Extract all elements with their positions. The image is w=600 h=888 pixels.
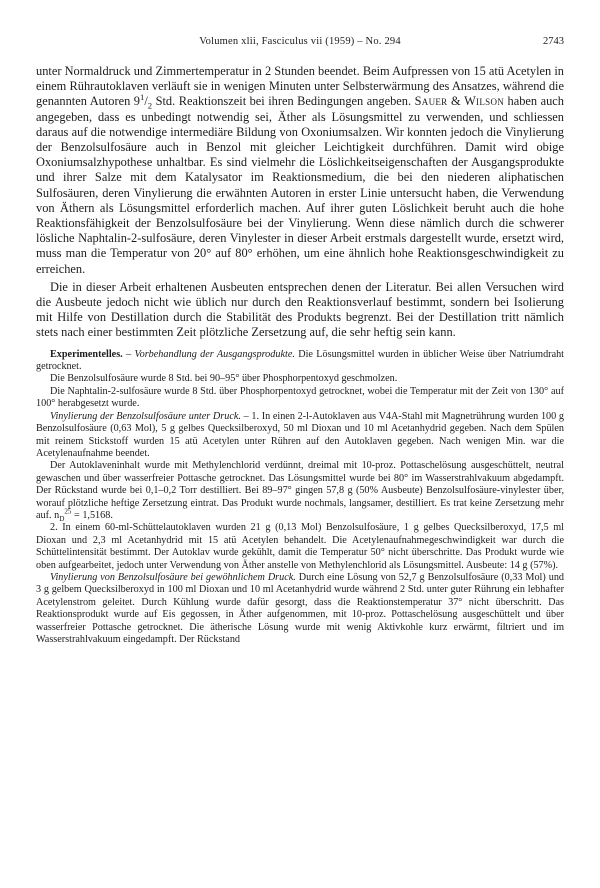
experimental-paragraph-5: Der Autoklaveninhalt wurde mit Methylenchlorid verdünnt, dreimal mit 10-proz. Pottaschelösung ausgeschüttelt, neutral gewaschen und über wasserfreier Pottasche getrocknet. Das Lösungsmittel wurde bei 80° im Wasserstrahlvakuum abgedampft. Der Rückstand wurde bei 0,1–0,2 Torr destilliert. Bei 89–97° gingen 57,8 g (50% Ausbeute) Benzolsulfosäure-vinylester über, worauf plötzliche heftige Zersetzung eintrat. Das Produkt wurde nochmals, langsamer, destilliert. Es trat keine Zersetzung mehr auf. $n_D^{25} = 1,5168$. bbox=[36, 460, 564, 523]
running-title: Volumen xlii, Fasciculus vii (1959) – No. 294 bbox=[199, 36, 401, 47]
page-body bbox=[36, 64, 564, 646]
page-header bbox=[36, 34, 564, 50]
subsection-heading: Vinylierung der Benzolsulfosäure unter Druck. bbox=[50, 410, 241, 422]
experimental-paragraph-6: 2. In einem 60-ml-Schüttelautoklaven wurden 21 g (0,13 Mol) Benzolsulfosäure, 1 g gelbes Quecksilberoxyd, 17,5 ml Dioxan und 2,3 ml Acetanhydrid mit 15 atü Acetylen behandelt. Die Acetylenaufnahmegeschwindigkeit war durch die Schüttelintensität bestimmt. Der Autoklav wurde gekühlt, damit die Temperatur 50° nicht überschritte. Das Produkt wurde wie oben aufgearbeitet, jedoch unter Verwendung von Äther anstelle von Methylenchlorid als Lösungsmittel. Ausbeute: 14 g (57%). bbox=[36, 522, 564, 571]
experimental-paragraph-1: Experimentelles. – Vorbehandlung der Ausgangsprodukte. Die Lösungsmittel wurden in üblicher Weise über Natriumdraht getrocknet. bbox=[36, 348, 565, 373]
subsection-heading: Vinylierung von Benzolsulfosäure bei gewöhnlichem Druck. bbox=[50, 571, 296, 583]
author-name: Wilson bbox=[464, 94, 505, 109]
section-heading: Experimentelles. bbox=[50, 348, 123, 360]
page-number: 2743 bbox=[543, 36, 564, 47]
body-paragraph-2: Die in dieser Arbeit erhaltenen Ausbeuten entsprechen denen der Literatur. Bei allen Versuchen wird die Ausbeute jedoch nicht wie üblich nur durch den Reaktionsverlauf bestimmt, sondern bei Isolierung mit Hilfe von Destillation durch die Stabilität des Produkts begrenzt. Bei der Destillation tritt nämlich stets nach einer bestimmten Zeit plötzliche Zersetzung auf, die sehr heftig sein kann. bbox=[36, 279, 564, 340]
subsection-heading: Vorbehandlung der Ausgangsprodukte. bbox=[134, 348, 295, 360]
experimental-paragraph-4: Vinylierung der Benzolsulfosäure unter Druck. – 1. In einen 2-l-Autoklaven aus V4A-Stahl mit Magnetrührung wurden 100 g Benzolsulfosäure (0,63 Mol), 5 g gelbes Quecksilberoxyd, 50 ml Dioxan und 10 ml Acetanhydrid gegeben. Nach dem Spülen mit reinem Stickstoff wurden 15 atü Acetylen unter Rühren auf den Autoklaven gegeben. Nach wenigen Min. war die Acetylenaufnahme beendet. bbox=[36, 410, 564, 459]
experimental-paragraph-2: Die Benzolsulfosäure wurde 8 Std. bei 90–95° über Phosphorpentoxyd geschmolzen. bbox=[50, 373, 398, 385]
main-text bbox=[36, 64, 564, 341]
experimental-paragraph-3: Die Naphtalin-2-sulfosäure wurde 8 Std. über Phosphorpentoxyd getrocknet, wobei die Temperatur mit der Zeit von 130° auf 100° herabgesetzt wurde. bbox=[36, 385, 564, 410]
author-name: Sauer bbox=[414, 94, 448, 109]
document-page bbox=[36, 34, 564, 854]
body-paragraph-1: unter Normaldruck und Zimmertemperatur in 2 Stunden beendet. Beim Aufpressen von 15 atü Acetylen in einem Rührautoklaven verläuft sie in wenigen Minuten unter Selbsterwärmung des Ansatzes, während die genannten Autoren $9^1/_2$ Std. Reaktionszeit bei ihren Bedingungen angeben. Sauer & Wilson haben auch angegeben, dass es unbedingt notwendig sei, Äther als Lösungsmittel zu verwenden, und schliessen daraus auf die notwendige intermediäre Bildung von Oxoniumsalzen. Wir konnten jedoch die Vinylierung der Benzolsulfosäure auch in Benzol mit gleicher Leichtigkeit durchführen. Damit wird obige Oxoniumsalzhypothese unhaltbar. Es sind vielmehr die Löslichkeitseigenschaften der Ausgangsprodukte und ihrer Salze mit dem Katalysator im Reaktionsmedium, die bei den niederen aliphatischen Sulfosäuren, deren Vinylierung die erwähnten Autoren in erster Linie untersucht haben, die Verwendung von Äthern als Lösungsmittel erforderlich machen. Auf ihrer guten Löslichkeit beruht auch die hohe Reaktionsfähigkeit der Benzolsulfosäure bei der Vinylierung. Wenn diese nämlich durch die schwerer lösliche Naphtalin-2-sulfosäure, deren Vinylester in dieser Arbeit erstmals dargestellt wurde, ersetzt wird, muss man die Temperatur von 20° auf 80° erhöhen, um eine ähnlich hohe Reaktionsgeschwindigkeit zu erreichen. bbox=[36, 64, 564, 276]
experimental-section bbox=[36, 349, 564, 647]
experimental-paragraph-7: Vinylierung von Benzolsulfosäure bei gewöhnlichem Druck. Durch eine Lösung von 52,7 g Benzolsulfosäure (0,33 Mol) und 3 g gelbem Quecksilberoxyd in 100 ml Dioxan und 10 ml Acetanhydrid wurde während 2 Std. unter guter Rührung ein lebhafter Acetylenstrom geleitet. Durch Kühlung wurde dafür gesorgt, dass die Reaktionstemperatur 37° nicht überschritt. Das Reaktionsprodukt wurde auf Eis gegossen, in Äther aufgenommen, mit 10-proz. Pottaschelösung ausgeschüttelt und über wasserfreier Pottasche getrocknet. Die ätherische Lösung wurde mit wenig Aktivkohle kurz erwärmt, filtriert und im Wasserstrahlvakuum eingedampft. Der Rückstand bbox=[36, 571, 565, 645]
